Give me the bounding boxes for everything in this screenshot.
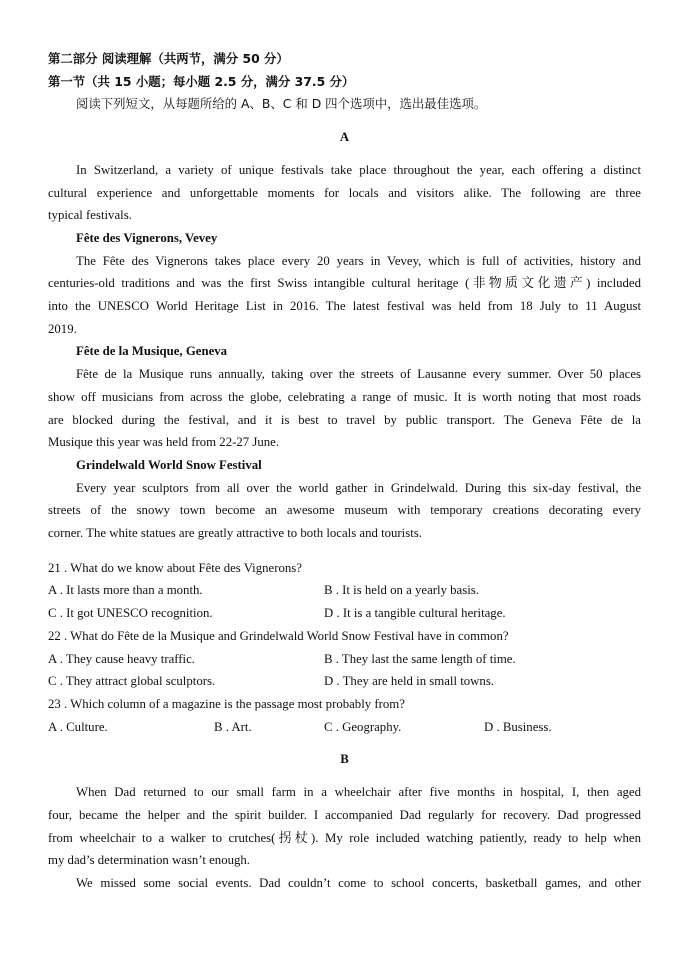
exam-page — [48, 48, 641, 895]
question-23: 23 . Which column of a magazine is the passage most probably from? — [48, 696, 405, 711]
question-21: 21 . What do we know about Fête des Vignerons? — [48, 560, 302, 575]
option-a[interactable]: A . They cause heavy traffic. — [48, 651, 195, 666]
options-row — [48, 602, 641, 625]
paragraph-line: from wheelchair to a walker to crutches(拐杖). My role included watching patiently, ready to help when — [48, 830, 641, 845]
instruction-text: 阅读下列短文，从每题所给的 A、B、C 和 D 四个选项中，选出最佳选项。 — [76, 96, 487, 112]
paragraph-line: show off musicians from across the globe, celebrating a range of music. It is worth noting that most roads — [48, 389, 641, 404]
festival-heading-vevey: Fête des Vignerons, Vevey — [76, 230, 218, 245]
option-c[interactable]: C . They attract global sculptors. — [48, 674, 216, 689]
option-a[interactable]: A . It lasts more than a month. — [48, 583, 203, 598]
option-d[interactable]: D . Business. — [484, 719, 552, 734]
option-d[interactable]: D . It is a tangible cultural heritage. — [324, 606, 506, 621]
paragraph-line: Musique this year was held from 22-27 June. — [48, 435, 280, 450]
option-b[interactable]: B . They last the same length of time. — [324, 651, 516, 666]
option-c[interactable]: C . Geography. — [324, 719, 402, 734]
paragraph-line: Fête de la Musique runs annually, taking over the streets of Lausanne every summer. Over 50 places — [76, 367, 641, 382]
paragraph-line: We missed some social events. Dad couldn’t come to school concerts, basketball games, and other — [76, 875, 641, 890]
festival-heading-geneva: Fête de la Musique, Geneva — [76, 344, 228, 359]
section-heading: 第一节（共 15 小题；每小题 2.5 分，满分 37.5 分） — [48, 73, 355, 89]
paragraph-line: into the UNESCO World Heritage List in 2016. The latest festival was held from 18 July to 11 August — [48, 299, 641, 314]
option-a[interactable]: A . Culture. — [48, 719, 108, 734]
festival-heading-grindelwald: Grindelwald World Snow Festival — [76, 457, 262, 472]
paragraph-line: my dad’s determination wasn’t enough. — [48, 853, 250, 868]
paragraph-line: four, became the helper and the spirit builder. I accompanied Dad regularly for recovery. Dad progressed — [48, 807, 641, 822]
options-row — [48, 716, 641, 739]
paragraph-line: The Fête des Vignerons takes place every 20 years in Vevey, which is full of activities, history and — [76, 253, 641, 268]
passage-a-intro-line: In Switzerland, a variety of unique festivals take place throughout the year, each offering a distinct — [76, 162, 641, 177]
options-row — [48, 670, 641, 693]
paragraph-line: 2019. — [48, 321, 77, 336]
part-heading: 第二部分 阅读理解（共两节，满分 50 分） — [48, 51, 289, 66]
paragraph-line: streets of the snowy town become an awesome museum with temporary creations decorating every — [48, 503, 641, 518]
options-row — [48, 579, 641, 602]
paragraph-line: are blocked during the festival, and it is best to travel by public transport. The Geneva Fête de la — [48, 412, 641, 427]
paragraph-line: centuries-old traditions and was the first Swiss intangible cultural heritage (非物质文化遗产) included — [48, 276, 641, 291]
paragraph-line: Every year sculptors from all over the world gather in Grindelwald. During this six-day festival, the — [76, 480, 641, 495]
paragraph-line: corner. The white statues are greatly attractive to both locals and tourists. — [48, 526, 422, 541]
option-b[interactable]: B . Art. — [214, 719, 252, 734]
options-row — [48, 648, 641, 671]
passage-a-intro-line: typical festivals. — [48, 208, 132, 223]
option-d[interactable]: D . They are held in small towns. — [324, 674, 495, 689]
option-c[interactable]: C . It got UNESCO recognition. — [48, 606, 213, 621]
question-22: 22 . What do Fête de la Musique and Grindelwald World Snow Festival have in common? — [48, 628, 509, 643]
option-b[interactable]: B . It is held on a yearly basis. — [324, 583, 479, 598]
paragraph-line: When Dad returned to our small farm in a wheelchair after five months in hospital, I, then aged — [76, 785, 641, 800]
passage-a-intro-line: cultural experience and unforgettable moments for locals and visitors alike. The following are three — [48, 185, 641, 200]
passage-a-letter: A — [339, 130, 350, 145]
passage-b-letter: B — [340, 752, 349, 767]
